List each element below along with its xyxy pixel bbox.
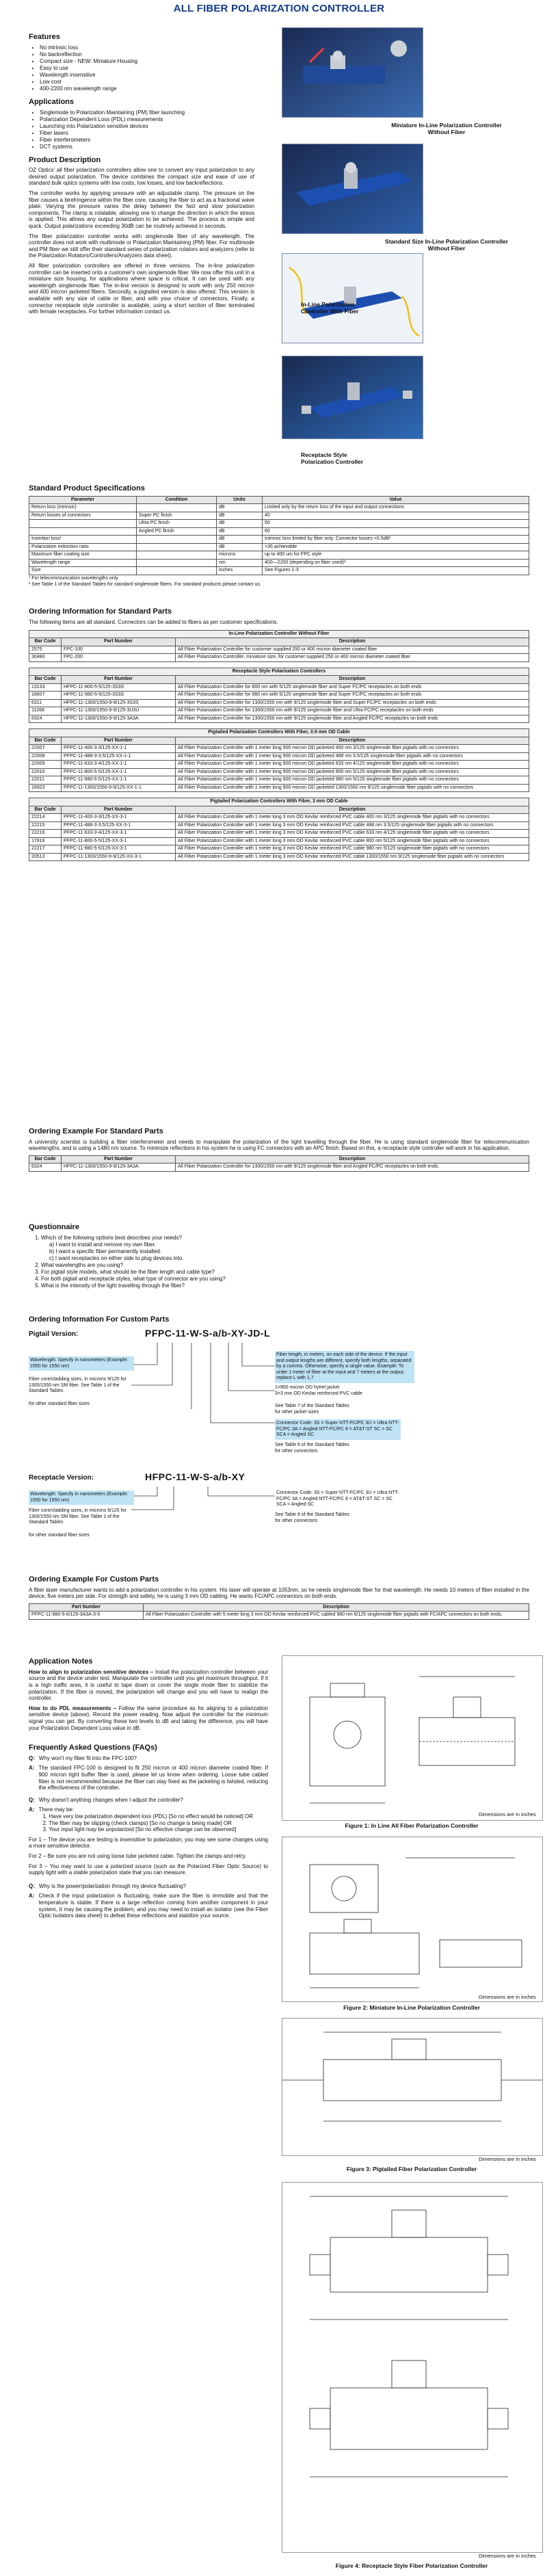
table-title: Receptacle Style Polarization Controllers (29, 668, 529, 676)
question-item: 1. Which of the following options best describes your needs? a) I want to install and remove my own fiber. b) I want a specific fiber permanently installed. c) I want receptacles on either side to plug devices into. (41, 1235, 371, 1262)
table-cell: All Fiber Polarization Controller with 1 meter long 900 micron OD jacketed 980 nm 5/125 singlemode fiber pigtails with no connectors (176, 776, 529, 785)
ordering-example-custom-table (29, 1603, 529, 1620)
connector-note: See Table 6 of the Standard Tables (275, 1443, 349, 1447)
table-cell: 22011 (29, 776, 62, 785)
specs-note: ¹ For telecommunication wavelengths only. (29, 575, 120, 581)
ordering-example-standard (29, 1122, 529, 1172)
ordering-table-receptacle (29, 668, 529, 724)
table-cell: 30480 (29, 654, 62, 662)
table-cell: 6324 (29, 715, 62, 723)
page-title: ALL FIBER POLARIZATION CONTROLLER (173, 3, 385, 14)
table-header: Description (176, 806, 529, 814)
table-cell: Polarization extinction ratio (29, 543, 137, 551)
table-cell: HFPC-11-1300/1550-9-9/125-3S3S (62, 699, 176, 707)
connector-note: for other connectors (275, 1449, 318, 1454)
question-option: b) I want a specific fiber permanently installed. (49, 1248, 162, 1254)
table-row (29, 776, 529, 785)
table-row (29, 512, 529, 520)
specs-section (29, 479, 529, 588)
table-cell: HFPC-11-1300/1550-9-9/125-3A3A (62, 1164, 176, 1172)
applications-list (29, 109, 254, 150)
list-item: • Launching into Polarization sensitive devices (40, 123, 254, 130)
table-cell: 20513 (29, 853, 62, 861)
table-header: Part Number (29, 1603, 144, 1612)
app-note-title: How to do PDL measurements – (29, 1705, 117, 1711)
list-item: • Easy to use (40, 65, 254, 72)
table-header: Condition (137, 496, 217, 504)
table-cell: PFPC-11-800-5-5/125-XX-3-1 (62, 837, 176, 845)
table-cell: All Fiber Polarization Controller with 1 meter long 3 mm OD Kevlar reinforced PVC cable 400 nm 3/125 singlemode fiber pigtails with no connectors (176, 814, 529, 822)
table-cell: All Fiber Polarization Controller with 1 meter long 900 micron OD jacketed 800 nm 5/125 singlemode fiber pigtails with no connectors (176, 768, 529, 776)
table-cell: PFPC-11-1300/1550-9-9/125-XX-3-1 (62, 853, 176, 861)
ordering-example-text: A university scientist is building a fiber interferometer and needs to manipulate the polarization of the light travelling through the fiber. He is using standard singlemode fiber for telecommunication wavelengths, and is using a 1480 nm source. To minimize reflections in his system he is using FC connectors with an APC finish. Based on this, a receptacle style controller will work in his application. (29, 1138, 529, 1152)
table-cell: FPC-200 (62, 654, 176, 662)
figure-caption: Figure 1: In Line All Fiber Polarization Controller (345, 1822, 479, 1829)
table-row (29, 822, 529, 830)
table-cell: PFPC-11-980-5-6/125-3A3A-3-5 (29, 1612, 144, 1620)
product-photo-inline-fiber (282, 253, 423, 343)
table-row (29, 536, 529, 544)
table-cell: Maximum fiber coating size (29, 551, 137, 560)
table-cell: 16607 (29, 692, 62, 700)
table-header: Bar Code (29, 737, 62, 745)
description-paragraph: The controller works by applying pressure with an adjustable clamp. The pressure on the fiber causes a birefringence within the fiber core, causing the fiber to act as a fractional wave plate. Varying the pressure varies the delay between the fast and slow polarization components. The clamp is rotatable, allowing one to change the direction in which the stress is applied. This allows any output polarization to be achieved. The process is simple and quick. Output polarizations exceeding 30dB can be routinely achieved in seconds. (29, 190, 254, 229)
description-paragraph: All fiber polarization controllers are offered in three versions. The in-line polarization controller can be inserted onto a customer's own singlemode fiber. We now offer this unit in a miniature size housing, for applications where space is critical. It can be used with any wavelength singlemode fiber. The in-line version is designed to work with only 250 micron and 400 micron jacketed fibers. Secondly, a pigtailed version is also offered. This version is available with any size of cable or fiber, and with your choice of connectors. Finally, a connector receptacle style controller is available, using a short section of fiber terminated with female receptacles. For further information contact us. (29, 262, 254, 315)
table-row (29, 543, 529, 551)
ordering-custom-heading: Ordering Information For Custom Parts (29, 1315, 170, 1324)
ordering-example-table (29, 1155, 529, 1172)
specs-heading: Standard Product Specifications (29, 484, 145, 492)
list-item: • Singlemode to Polarization Maintaining (PM) fiber launching (40, 109, 254, 116)
table-cell: PFPC-11-400-3-3/125-XX-3-1 (62, 814, 176, 822)
product-photo-miniature (282, 27, 423, 118)
question-item: 3. For pigtail style models, what should be the fiber length and cable type? (41, 1269, 371, 1276)
questionnaire-heading: Questionnaire (29, 1223, 79, 1231)
table-header: Description (176, 676, 529, 684)
table-cell: 6324 (29, 1164, 62, 1172)
table-header: Bar Code (29, 806, 62, 814)
table-row (29, 845, 529, 854)
table-row (29, 1612, 529, 1620)
table-cell: All Fiber Polarization Controller for 1300/1550 nm with 9/125 singlemode fiber and Ultra FC/PC receptacles on both ends (176, 707, 529, 715)
table-row (29, 551, 529, 560)
connector-code-note: Connector Code: 3S = Super NTT-FC/PC 3U = Ultra NTT-FC/PC 3A = Angled NTT-FC/PC 8 = AT&T-ST SC = SC SCA = Angled SC (276, 1490, 399, 1507)
table-cell (137, 551, 217, 560)
table-cell: >35 achievable (263, 543, 529, 551)
wavelength-note: Wavelength: Specify in nanometers (Example: 1550 for 1550 nm) (29, 1356, 134, 1371)
table-cell: dB (217, 527, 263, 536)
table-cell: All Fiber Polarization Controller with 1 meter long 3 mm OD Kevlar reinforced PVC cable 488 nm 3.5/125 singlemode fiber pigtails with no connectors (176, 822, 529, 830)
specs-note: ² See Table 1 of the Standard Tables for standard singlemode fibers. For standard products please contact us. (29, 581, 261, 587)
table-cell: All Fiber Polarization Controller with 1 meter long 3 mm OD Kevlar reinforced PVC cable 980 nm 5/125 singlemode fiber pigtails with no connectors (176, 845, 529, 854)
faq-a-label: A: (29, 1765, 35, 1772)
table-row (29, 654, 529, 662)
table-row (29, 520, 529, 528)
table-cell: dB (217, 520, 263, 528)
table-row (29, 830, 529, 838)
question-item: 2. What wavelengths are you using? (41, 1262, 371, 1269)
table-cell: All Fiber Polarization Controller for customer supplied 250 or 400 micron diameter coated fiber (176, 646, 529, 654)
specs-table (29, 496, 529, 575)
table-cell: HFPC-11-1300/1550-9-9/125-3A3A (62, 715, 176, 723)
table-row (29, 745, 529, 753)
fiber-length-note: Fiber length, in meters, on each side of the device. If the input and output lengths are different, specify both lengths, separated by a comma. Otherwise, specify a single value. Example: To order 1 meter of fiber at the input and 7 meters at the output, replace L with 1,7 (275, 1351, 414, 1383)
product-photo-receptacle (282, 356, 423, 439)
photo-caption: Receptacle Style Polarization Controller (301, 451, 364, 465)
ordering-table-inline (29, 630, 529, 662)
intro-column (29, 27, 254, 319)
photo-caption: In-Line Polarization Controller With Fiber (301, 301, 359, 315)
list-item: • Low cost (40, 79, 254, 86)
table-row (29, 814, 529, 822)
dimension-note: Dimensions are in inches (479, 2156, 536, 2162)
faq-heading: Frequently Asked Questions (FAQs) (29, 1744, 157, 1752)
table-cell: PFPC-11-633-3-4/125-XX-3-1 (62, 830, 176, 838)
faq-answer-item: 3. Your input light may be unpolarized [So no effective change can be observed] (42, 1826, 237, 1833)
question-option: a) I want to install and remove my own fiber. (49, 1241, 157, 1248)
table-cell: HFPC-11-800-5-5/125-3S3S (62, 683, 176, 692)
faq-question: Why won't my fiber fit into the FPC-100? (38, 1754, 137, 1761)
table-header: Units (217, 496, 263, 504)
table-header: Part Number (62, 806, 176, 814)
fiber-size-note: Fiber core/cladding sizes, in microns 9/125 for 1300/1550 nm SM fiber. See Table 1 of the Standard Tables (29, 1508, 127, 1525)
table-cell (137, 559, 217, 567)
table-row (29, 567, 529, 575)
jacket-note: for other jacket sizes (275, 1410, 319, 1415)
figure-caption: Figure 3: Pigtailed Fiber Polarization Controller (346, 2166, 477, 2172)
table-row (29, 692, 529, 700)
table-row (29, 752, 529, 761)
table-cell (137, 567, 217, 575)
table-cell: 40 (263, 512, 529, 520)
table-cell (137, 536, 217, 544)
ordering-table-pigtail-3mm (29, 798, 529, 861)
table-cell: Limited only by the return loss of the input and output connections (263, 504, 529, 512)
table-cell: dB (217, 512, 263, 520)
table-cell: PFPC-11-400-3-3/125-XX-1-1 (62, 745, 176, 753)
app-note-text: Install the polarization controller between your source and the device under test. Manipulate the controller until you get maximum throughput. If it is a high traffic area, it is useful to tape down or cover the single mode fiber to stabilize the polarization. If the fiber is moved, the polarization will change and you will have to realign the controller. (29, 1668, 269, 1702)
table-cell: Intrinsic loss limited by fiber only. Connector losses <0.5dB¹ (263, 536, 529, 544)
description-paragraph: The fiber polarization controller works with singlemode fiber of any wavelength. The controller does not work with multimode or Polarization Maintaining (PM) fiber. For multimode and PM fiber we still offer their standard series of polarization rotators and analyzers (refer to the Polarization Rotators/Controllers/Analyzers data sheet). (29, 233, 254, 259)
faq-question: Why doesn't anything changes when I adjust the controller? (38, 1796, 183, 1803)
table-cell: All Fiber Polarization Controller with 5 meter long 3 mm OD Kevlar reinforced PVC cabled 980 nm 6/125 singlemode fiber pigtails with FC/APC connectors on both ends. (144, 1612, 529, 1620)
ordering-intro: The following items are all standard. Connectors can be added to fibers as per customer specifications. (29, 618, 278, 625)
faq-a-label: A: (29, 1893, 35, 1900)
faq-note: For 3 – You may want to use a polarized source (such as the Polarized Fiber Optic Source) to supply light with a stable polarization state that you can measure. (29, 1863, 268, 1876)
table-header: Description (176, 638, 529, 646)
table-cell: inches (217, 567, 263, 575)
ordering-example-heading: Ordering Example For Standard Parts (29, 1127, 163, 1135)
table-row (29, 527, 529, 536)
table-header: Bar Code (29, 676, 62, 684)
table-row (29, 699, 529, 707)
table-cell: 50 (263, 520, 529, 528)
ordering-example-custom-text: A fiber laser manufacturer wants to add a polarization controller in his system. His laser will operate at 1053nm, so he needs singlemode fiber for that wavelength. He needs 10 meters of fiber installed in the device, five meters per side. For strength and safety, he is using 3 mm OD cabling. He wants FC/APC connectors on both ends. (29, 1586, 529, 1600)
table-cell: All Fiber Polarization Controller with 1 meter long 900 micron OD jacketed 488 nm 3.5/125 singlemode fiber pigtails with no connectors (176, 752, 529, 761)
table-cell: PFPC-11-980-5-5/125-XX-1-1 (62, 776, 176, 785)
table-header: Description (144, 1603, 529, 1612)
table-cell: 22010 (29, 768, 62, 776)
features-heading: Features (29, 33, 60, 41)
table-cell: PFPC-11-1300/1550-9-9/125-XX-1-1 (62, 784, 176, 792)
table-cell: HFPC-11-980-5-5/125-3S3S (62, 692, 176, 700)
faq-q-label: Q: (29, 1754, 35, 1761)
technical-drawing (282, 1837, 542, 2001)
table-cell: 22009 (29, 761, 62, 769)
fiber-type-note: for other standard fiber sizes (29, 1402, 90, 1406)
table-cell: dB (217, 504, 263, 512)
table-cell: 22217 (29, 845, 62, 854)
connector-code-note: Connector Code: 3S = Super NTT-FC/PC 3U = Ultra NTT-FC/PC 3A = Angled NTT-FC/PC 8 = AT&T-ST SC = SC SCA = Angled SC (275, 1419, 401, 1440)
table-header: Description (176, 737, 529, 745)
table-cell: All Fiber Polarization Controller with 1 meter long 3 mm OD Kevlar reinforced PVC cable 800 nm 5/125 singlemode fiber pigtails with no connectors (176, 837, 529, 845)
table-header: Bar Code (29, 638, 62, 646)
faq-answer: Check if the input polarization is fluctuating, make sure the fiber is immobile and that the temperature is stable. If there is a large reflection coming from another component in your system, it may be causing the problem, and you may need to install an isolator (see the Fiber Optic Isolators data sheet) to defeat these reflections and stabilize your source. (38, 1893, 268, 1919)
table-cell: Ultra PC finish (137, 520, 217, 528)
table-cell: microns (217, 551, 263, 560)
product-photo-image (282, 144, 423, 233)
faq-answer-item: 2. The fiber may be slipping (check clamps) [So no change is being made] OR (42, 1819, 232, 1826)
faq-question: Why is the power/polarization through my device fluctuating? (38, 1882, 187, 1889)
table-cell: dB (217, 543, 263, 551)
table-row (29, 683, 529, 692)
list-item: • Wavelength insensitive (40, 72, 254, 79)
table-cell: Size (29, 567, 137, 575)
table-cell: All Fiber Polarization Controller for 800 nm with 5/125 singlemode fiber and Super FC/PC receptacles on both ends (176, 683, 529, 692)
table-cell (137, 504, 217, 512)
faq-a-label: A: (29, 1806, 35, 1813)
table-cell: 2575 (29, 646, 62, 654)
table-cell: dB (217, 536, 263, 544)
application-notes-heading: Application Notes (29, 1657, 93, 1666)
faq-answer-item: 1. Have very low polarization dependent loss (PDL) [So no effect would be noticed] OR (42, 1813, 254, 1819)
connector-note: for other connectors (275, 1519, 318, 1523)
pigtail-label: Pigtail Version: (29, 1330, 79, 1338)
table-cell (29, 527, 137, 536)
table-row (29, 646, 529, 654)
table-cell: 13133 (29, 683, 62, 692)
table-cell: PFPC-11-800-5-5/125-XX-1-1 (62, 768, 176, 776)
connector-note: See Table 6 of the Standard Tables (275, 1512, 349, 1517)
table-row (29, 504, 529, 512)
table-cell: 16923 (29, 784, 62, 792)
table-row (29, 707, 529, 715)
table-cell (29, 520, 137, 528)
table-cell: 6311 (29, 699, 62, 707)
table-row (29, 715, 529, 723)
receptacle-label: Receptacle Version: (29, 1474, 94, 1482)
questionnaire-section (29, 1218, 371, 1289)
table-cell: 22215 (29, 822, 62, 830)
figure-caption: Figure 4: Receptacle Style Fiber Polarization Controller (335, 2562, 488, 2569)
table-cell: up to 400 um for FPC style (263, 551, 529, 560)
table-cell: Wavelength range (29, 559, 137, 567)
application-notes-section (29, 1652, 268, 1923)
app-note-title: How to align to polarization sensitive devices – (29, 1668, 154, 1675)
table-row (29, 784, 529, 792)
wavelength-note: Wavelength: Specify in nanometers (Example: 1550 for 1550 nm) (29, 1490, 134, 1505)
table-row (29, 768, 529, 776)
table-header: Value (263, 496, 529, 504)
app-note-text: Follow the same procedure as for aligning to a polarization sensitive device (above). Record the power reading. Now adjust the controller for the minimum signal you can get. By converting these two levels to dB and taking the difference, you will have your Polarization Dependent Loss value in dB. (29, 1705, 268, 1731)
jacket-option: 3=3 mm OD Kevlar reinforced PVC cable (275, 1391, 362, 1396)
table-cell: 22214 (29, 814, 62, 822)
jacket-note: See Table 7 of the Standard Tables (275, 1404, 349, 1408)
photo-caption: Standard Size In-Line Polarization Controller Without Fiber (385, 238, 508, 252)
faq-note: For 1 – The device you are testing is insensitive to polarization, you may see some changes using a more sensitive detector. (29, 1836, 268, 1850)
receptacle-part-number: HFPC-11-W-S-a/b-XY (145, 1471, 245, 1482)
technical-drawing (282, 1656, 542, 1820)
ordering-example-custom (29, 1570, 529, 1620)
table-header: Description (176, 1155, 529, 1164)
table-cell: 17816 (29, 837, 62, 845)
table-cell: Return losses of connectors (29, 512, 137, 520)
figure-3-drawing (282, 2018, 543, 2156)
description-paragraph: OZ Optics' all fiber polarization controllers allow one to convert any input polarization to any desired output polarization. The device combines the compact size and ease of use of standard bulk optics systems with low costs, low losses, and low backreflections. (29, 167, 254, 187)
table-cell: PFPC-11-980-5-5/125-XX-3-1 (62, 845, 176, 854)
table-title: In-Line Polarization Controller Without Fiber (29, 630, 529, 638)
table-cell: All Fiber Polarization Controller for 980 nm with 5/125 singlemode fiber and Super FC/PC receptacles on both ends (176, 692, 529, 700)
question-item: 5. What is the intensity of the light travelling through the fiber? (41, 1283, 371, 1289)
technical-drawing (282, 2019, 542, 2155)
table-cell: FPC-100 (62, 646, 176, 654)
pigtail-part-number: PFPC-11-W-S-a/b-XY-JD-L (145, 1328, 271, 1339)
product-photo-image (282, 356, 423, 438)
list-item: • No intrinsic loss (40, 44, 254, 51)
table-cell: Angled PC finish (137, 527, 217, 536)
technical-drawing (282, 2183, 542, 2552)
table-cell: PFPC-11-633-3-4/125-XX-1-1 (62, 761, 176, 769)
list-item: • No backreflection (40, 51, 254, 58)
product-photo-image (282, 254, 423, 343)
list-item: • Fiber interferometers (40, 137, 254, 144)
table-cell: 22216 (29, 830, 62, 838)
product-description-heading: Product Description (29, 155, 101, 164)
faq-q-label: Q: (29, 1882, 35, 1889)
question-item: 4. For both pigtail and receptacle styles, what type of connector are you using? (41, 1276, 371, 1283)
features-list (29, 44, 254, 92)
table-header: Part Number (62, 638, 176, 646)
faq-answer: There may be: (38, 1806, 75, 1813)
ordering-standard-heading: Ordering Information for Standard Parts (29, 607, 172, 616)
ordering-custom-section (29, 1310, 529, 1563)
list-item: • Compact size - NEW: Miniature Housing (40, 58, 254, 65)
table-cell: All Fiber Polarization Controller with 1 meter long 900 micron OD jacketed 1300/1550 nm 9/125 singlemode fiber pigtails with no connectors (176, 784, 529, 792)
table-cell: All Fiber Polarization Controller with 1 meter long 900 micron OD jacketed 633 nm 4/125 singlemode fiber pigtails with no connectors (176, 761, 529, 769)
table-header: Part Number (62, 1155, 176, 1164)
table-row (29, 761, 529, 769)
applications-heading: Applications (29, 97, 75, 106)
table-title: Pigtailed Polarization Controllers With Fiber, 3 mm OD Cable (29, 798, 529, 806)
table-cell: Insertion loss¹ (29, 536, 137, 544)
table-cell: Super PC finish (137, 512, 217, 520)
ordering-standard-section (29, 602, 529, 861)
table-cell: 11268 (29, 707, 62, 715)
jacket-option: 1=900 micron OD hytrel jacket (275, 1385, 340, 1390)
figure-2-drawing (282, 1837, 543, 2002)
table-cell (137, 543, 217, 551)
table-header: Part Number (62, 676, 176, 684)
table-row (29, 1164, 529, 1172)
table-cell: All Fiber Polarization Controller for 1300/1550 nm with 9/125 singlemode fiber and Super FC/PC receptacles on both ends (176, 699, 529, 707)
table-header: Part Number (62, 737, 176, 745)
table-cell: All Fiber Polarization Controller for 1300/1550 nm with 9/125 singlemode fiber and Angled FC/PC receptacles on both ends (176, 715, 529, 723)
table-cell: Return loss (intrinsic) (29, 504, 137, 512)
product-photo-image (282, 28, 423, 117)
ordering-example-custom-heading: Ordering Example For Custom Parts (29, 1575, 159, 1583)
table-cell: PFPC-11-488-3-3.5/125-XX-3-1 (62, 822, 176, 830)
fiber-type-note: for other standard fiber sizes (29, 1533, 90, 1538)
table-cell: All Fiber Polarization Controller for 1300/1550 nm with 9/125 singlemode fiber and Angled FC/PC receptacles on both ends. (176, 1164, 529, 1172)
figure-1-drawing (282, 1655, 543, 1821)
faq-answer: The standard FPC-100 is designed to fit 250 micron or 400 micron diameter coated fiber. If 900 micron tight buffer fiber is used, please let us know when ordering. Loose tube cabled fiber is not recommended because the fiber can stay fixed as the jacketing is twisted, reducing the effectiveness of the controller. (38, 1765, 268, 1791)
table-cell: 400—2200 (depending on fiber used)² (263, 559, 529, 567)
table-cell: nm (217, 559, 263, 567)
table-cell: All Fiber Polarization Controller with 1 meter long 3 mm OD Kevlar reinforced PVC cable 1300/1550 nm 9/125 singlemode fiber pigtails with no connectors (176, 853, 529, 861)
fiber-size-note: Fiber core/cladding sizes, in microns 9/125 for 1300/1550 nm SM fiber. See Table 1 of the Standard Tables (29, 1377, 127, 1393)
table-cell: All Fiber Polarization Controller with 1 meter long 900 micron OD jacketed 400 nm 3/125 singlemode fiber pigtails with no connectors (176, 745, 529, 753)
table-header: Bar Code (29, 1155, 62, 1164)
list-item: • 400-2200 nm wavelength range (40, 86, 254, 92)
table-cell: PFPC-11-488-3-3.5/125-XX-1-1 (62, 752, 176, 761)
figure-caption: Figure 2: Miniature In-Line Polarization Controller (343, 2004, 480, 2011)
faq-q-label: Q: (29, 1796, 35, 1803)
dimension-note: Dimensions are in inches (479, 1994, 536, 2000)
table-cell: 22007 (29, 745, 62, 753)
table-cell: 22008 (29, 752, 62, 761)
table-row (29, 853, 529, 861)
table-header: Parameter (29, 496, 137, 504)
product-photo-standard (282, 144, 423, 234)
list-item: • DCT systems (40, 144, 254, 150)
ordering-table-pigtail-09 (29, 728, 529, 792)
figure-4-drawing (282, 2182, 543, 2553)
table-cell: HFPC-11-1300/1550-9-9/125-3U3U (62, 707, 176, 715)
table-cell: 60 (263, 527, 529, 536)
photo-caption: Miniature In-Line Polarization Controller Without Fiber (391, 122, 502, 135)
list-item: • Polarization Dependent Loss (PDL) measurements (40, 116, 254, 123)
table-cell: All Fiber Polarization Controller, miniature size, for customer supplied 250 or 400 micron diameter coated fiber (176, 654, 529, 662)
table-row (29, 837, 529, 845)
dimension-note: Dimensions are in inches (479, 1811, 536, 1817)
table-cell: All Fiber Polarization Controller with 1 meter long 3 mm OD Kevlar reinforced PVC cable 633 nm 4/125 singlemode fiber pigtails with no connectors (176, 830, 529, 838)
faq-note: For 2 – Be sure you are not using loose tube jacketed cable. Tighten the clamps and retry. (29, 1852, 247, 1859)
table-cell: See Figures 1-3 (263, 567, 529, 575)
dimension-note: Dimensions are in inches (479, 2553, 536, 2559)
question-option: c) I want receptacles on either side to plug devices into. (49, 1254, 184, 1261)
list-item: • Fiber lasers (40, 130, 254, 137)
table-row (29, 559, 529, 567)
table-title: Pigtailed Polarization Controllers With Fiber, 0.9 mm OD Cable (29, 729, 529, 737)
